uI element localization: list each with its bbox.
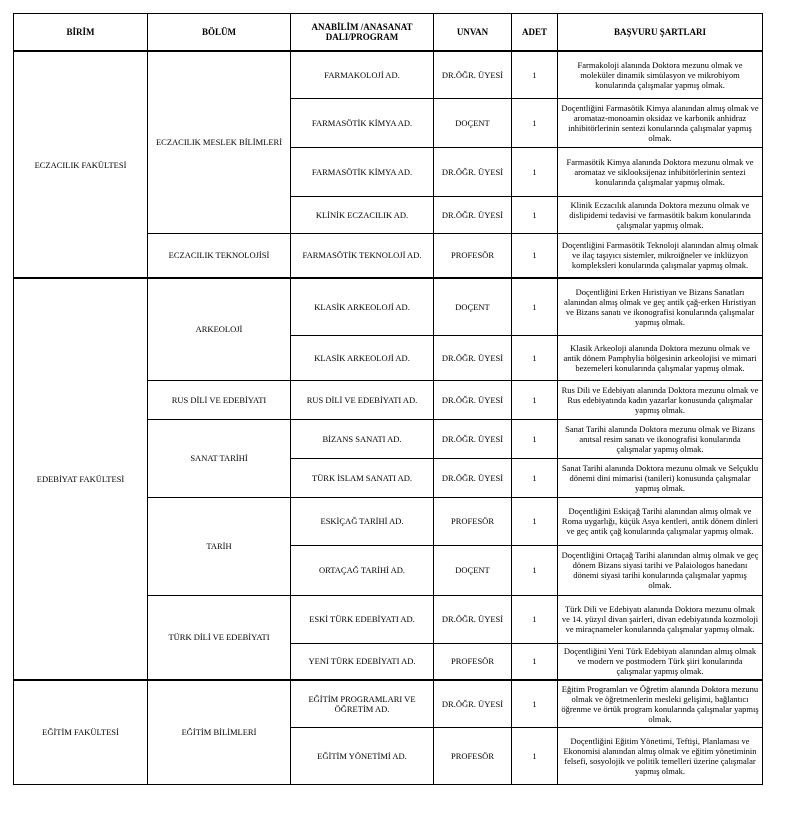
header-department: BÖLÜM [148, 14, 291, 52]
header-program: ANABİLİM /ANASANAT DALI/PROGRAM [291, 14, 434, 52]
faculty-cell: EĞİTİM FAKÜLTESİ [14, 680, 148, 784]
header-count: ADET [512, 14, 558, 52]
requirements-cell: Doçentliğini Farmasötik Teknoloji alanından almış olmak ve ilaç taşıyıcı sistemler, mikroiğneler ve inklüzyon kompleksleri konularında çalışmalar yapmış olmak. [558, 233, 763, 278]
requirements-cell: Sanat Tarihi alanında Doktora mezunu olmak ve Bizans anıtsal resim sanatı ve ikonografisi konularında çalışmalar yapmış olmak. [558, 419, 763, 458]
program-cell: RUS DİLİ VE EDEBİYATI AD. [291, 380, 434, 419]
title-cell: DOÇENT [434, 278, 512, 335]
department-cell: ARKEOLOJİ [148, 278, 291, 380]
title-cell: DR.ÖĞR. ÜYESİ [434, 680, 512, 727]
program-cell: EĞİTİM YÖNETİMİ AD. [291, 727, 434, 784]
count-cell: 1 [512, 680, 558, 727]
requirements-cell: Doçentliğini Ortaçağ Tarihi alanından almış olmak ve geç dönem Bizans siyasi tarihi ve Palaiologos hanedanı dönemi siyasi tarihi konularında çalışmalar yapmış olmak. [558, 545, 763, 595]
count-cell: 1 [512, 458, 558, 497]
requirements-cell: Farmasötik Kimya alanında Doktora mezunu olmak ve aromataz ve siklooksijenaz inhibitörlerinin sentezi konularında çalışmalar yapmış olmak. [558, 147, 763, 196]
requirements-cell: Türk Dili ve Edebiyatı alanında Doktora mezunu olmak ve 14. yüzyıl divan şairleri, divan edebiyatında kozmoloji ve miraçnameler konularında çalışmalar yapmış olmak. [558, 595, 763, 643]
header-row [14, 14, 763, 52]
count-cell: 1 [512, 643, 558, 680]
title-cell: DR.ÖĞR. ÜYESİ [434, 51, 512, 98]
title-cell: DR.ÖĞR. ÜYESİ [434, 419, 512, 458]
title-cell: PROFESÖR [434, 643, 512, 680]
requirements-cell: Rus Dili ve Edebiyatı alanında Doktora mezunu olmak ve Rus edebiyatında kadın yazarlar konusunda çalışmalar yapmış olmak. [558, 380, 763, 419]
department-cell: SANAT TARİHİ [148, 419, 291, 497]
count-cell: 1 [512, 727, 558, 784]
program-cell: EĞİTİM PROGRAMLARI VE ÖĞRETİM AD. [291, 680, 434, 727]
requirements-cell: Eğitim Programları ve Öğretim alanında Doktora mezunu olmak ve öğretmenlerin mesleki gelişimi, bağlantıcı öğrenme ve örtük program konularında çalışmalar yapmış olmak. [558, 680, 763, 727]
department-cell: RUS DİLİ VE EDEBİYATI [148, 380, 291, 419]
program-cell: BİZANS SANATI AD. [291, 419, 434, 458]
program-cell: TÜRK İSLAM SANATI AD. [291, 458, 434, 497]
faculty-cell: ECZACILIK FAKÜLTESİ [14, 51, 148, 278]
department-cell: TÜRK DİLİ VE EDEBİYATI [148, 595, 291, 680]
count-cell: 1 [512, 98, 558, 147]
requirements-cell: Klasik Arkeoloji alanında Doktora mezunu olmak ve antik dönem Pamphylia bölgesinin arkeolojisi ve mimari bezemeleri konularında çalışmalar yapmış olmak. [558, 335, 763, 380]
department-cell: ECZACILIK TEKNOLOJİSİ [148, 233, 291, 278]
department-cell: TARİH [148, 497, 291, 595]
program-cell: ORTAÇAĞ TARİHİ AD. [291, 545, 434, 595]
title-cell: DR.ÖĞR. ÜYESİ [434, 595, 512, 643]
program-cell: FARMASÖTİK KİMYA AD. [291, 98, 434, 147]
requirements-cell: Doçentliğini Eskiçağ Tarihi alanından almış olmak ve Roma uygarlığı, küçük Asya kentleri, antik dönem dinleri ve geç antik çağ konularında çalışmalar yapmış olmak. [558, 497, 763, 545]
requirements-cell: Farmakoloji alanında Doktora mezunu olmak ve moleküler dinamik simülasyon ve mikrobiyom konularında çalışmalar yapmış olmak. [558, 51, 763, 98]
title-cell: DR.ÖĞR. ÜYESİ [434, 380, 512, 419]
title-cell: DOÇENT [434, 545, 512, 595]
program-cell: FARMAKOLOJİ AD. [291, 51, 434, 98]
table-row [14, 680, 763, 727]
count-cell: 1 [512, 196, 558, 233]
title-cell: DR.ÖĞR. ÜYESİ [434, 458, 512, 497]
title-cell: PROFESÖR [434, 727, 512, 784]
program-cell: ESKİÇAĞ TARİHİ AD. [291, 497, 434, 545]
requirements-cell: Doçentliğini Farmasötik Kimya alanından almış olmak ve aromataz-monoamin oksidaz ve karbonik anhidraz inhibitörlerinin sentezi konularında çalışmalar yapmış olmak. [558, 98, 763, 147]
count-cell: 1 [512, 278, 558, 335]
count-cell: 1 [512, 335, 558, 380]
page-margin-bottom [0, 790, 791, 831]
count-cell: 1 [512, 497, 558, 545]
program-cell: YENİ TÜRK EDEBİYATI AD. [291, 643, 434, 680]
count-cell: 1 [512, 419, 558, 458]
requirements-cell: Sanat Tarihi alanında Doktora mezunu olmak ve Selçuklu dönemi dini mimarisi (tanileri) konusunda çalışmalar yapmış olmak. [558, 458, 763, 497]
requirements-cell: Doçentliğini Yeni Türk Edebiyatı alanından almış olmak ve modern ve postmodern Türk şiiri konularında çalışmalar yapmış olmak. [558, 643, 763, 680]
faculty-cell: EDEBİYAT FAKÜLTESİ [14, 278, 148, 680]
count-cell: 1 [512, 147, 558, 196]
count-cell: 1 [512, 380, 558, 419]
count-cell: 1 [512, 233, 558, 278]
requirements-cell: Doçentliğini Erken Hıristiyan ve Bizans Sanatları alanından almış olmak ve geç antik çağ-erken Hıristiyan ve Bizans sanatı ve ikonografisi konularında çalışmalar yapmış olmak. [558, 278, 763, 335]
count-cell: 1 [512, 51, 558, 98]
title-cell: DR.ÖĞR. ÜYESİ [434, 335, 512, 380]
count-cell: 1 [512, 595, 558, 643]
requirements-cell: Doçentliğini Eğitim Yönetimi, Teftişi, Planlaması ve Ekonomisi alanından almış olmak ve eğitim yönetiminin felsefi, sosyolojik ve politik temelleri üzerine çalışmalar yapmış olmak. [558, 727, 763, 784]
program-cell: ESKİ TÜRK EDEBİYATI AD. [291, 595, 434, 643]
title-cell: PROFESÖR [434, 497, 512, 545]
department-cell: EĞİTİM BİLİMLERİ [148, 680, 291, 784]
job-posting-table [13, 13, 763, 785]
program-cell: KLASİK ARKEOLOJİ AD. [291, 335, 434, 380]
count-cell: 1 [512, 545, 558, 595]
title-cell: DOÇENT [434, 98, 512, 147]
program-cell: KLASİK ARKEOLOJİ AD. [291, 278, 434, 335]
department-cell: ECZACILIK MESLEK BİLİMLERİ [148, 51, 291, 233]
header-requirements: BAŞVURU ŞARTLARI [558, 14, 763, 52]
header-unit: BİRİM [14, 14, 148, 52]
title-cell: PROFESÖR [434, 233, 512, 278]
program-cell: KLİNİK ECZACILIK AD. [291, 196, 434, 233]
title-cell: DR.ÖĞR. ÜYESİ [434, 147, 512, 196]
table-row [14, 278, 763, 335]
program-cell: FARMASÖTİK KİMYA AD. [291, 147, 434, 196]
program-cell: FARMASÖTİK TEKNOLOJİ AD. [291, 233, 434, 278]
requirements-cell: Klinik Eczacılık alanında Doktora mezunu olmak ve dislipidemi tedavisi ve farmasötik bakım konularında çalışmalar yapmış olmak. [558, 196, 763, 233]
title-cell: DR.ÖĞR. ÜYESİ [434, 196, 512, 233]
header-title: UNVAN [434, 14, 512, 52]
table-row [14, 51, 763, 98]
